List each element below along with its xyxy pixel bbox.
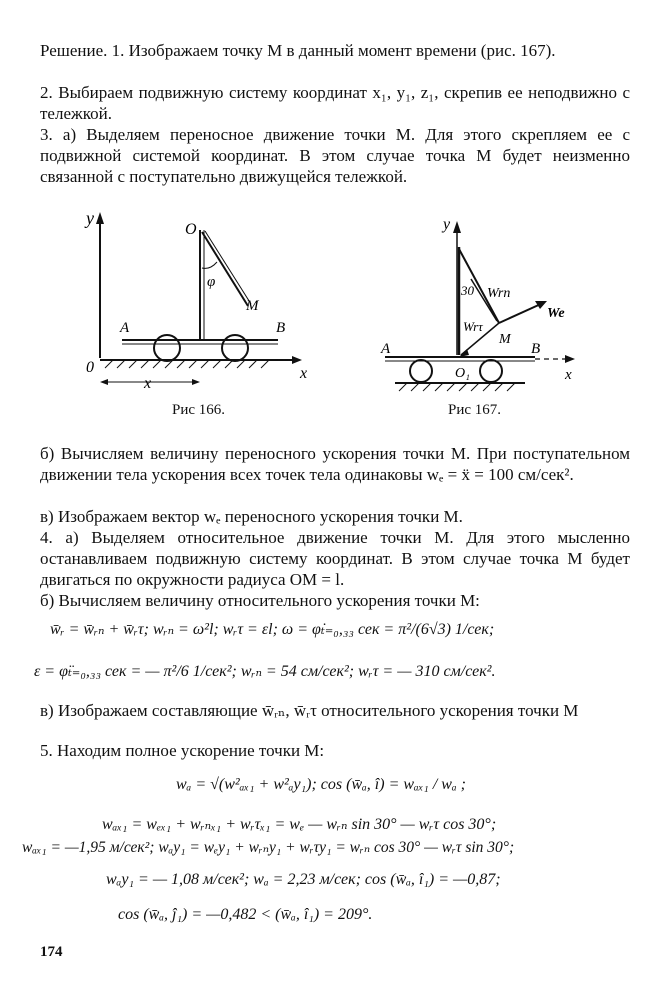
solution-step-3a: 3. а) Выделяем переносное движение точки M. Для этого скрепляем ее с подвижной системой координат. В этом случае точка M будет неизменно связанной с поступательно движущейся тележкой. (40, 125, 630, 186)
fig166-phi-label: φ (207, 274, 216, 290)
equation-1: w̄ᵣ = w̄ᵣₙ + w̄ᵣτ; wᵣₙ = ω²l; wᵣτ = εl; ω = φ̇ₜ₌₀,₃₃ сек = π²/(6√3) 1/сек; (50, 621, 495, 638)
equation-7: cos (w̄ₐ, ĵ₁) = —0,482 < (w̄ₐ, î₁) = 209°. (118, 906, 373, 923)
equation-3: wₐ = √(w²ₐₓ₁ + w²ₐy₁); cos (w̄ₐ, î) = wₐₓ₁ / wₐ ; (176, 776, 466, 793)
fig167-wrn-label: Wrn (487, 286, 511, 301)
fig166-B-label: B (276, 320, 286, 336)
equation-6: wₐy₁ = — 1,08 м/сек²; wₐ = 2,23 м/сек; cos (w̄ₐ, î₁) = —0,87; (106, 871, 501, 888)
equation-2: ε = φ̈ₜ₌₀,₃₃ сек = — π²/6 1/сек²; wᵣₙ = 54 см/сек²; wᵣτ = — 310 см/сек². (34, 663, 496, 680)
page-number: 174 (40, 944, 63, 960)
figure-166 (80, 200, 330, 415)
step-4a: 4. а) Выделяем относительное движение точки M. Для этого мысленно останавливаем подвижную систему координат. В этом случае точка M будет двигаться по окружности радиуса OM = l. (40, 528, 630, 589)
fig166-caption: Рис 166. (172, 402, 226, 418)
fig167-wrt-label: Wrτ (463, 319, 483, 334)
fig167-O1-label: O₁ (455, 366, 470, 381)
fig167-x-label: x (565, 367, 572, 383)
equation-5: wₐₓ₁ = —1,95 м/сек²; wₐy₁ = wₑy₁ + wᵣₙy₁ + wᵣτy₁ = wᵣₙ cos 30° — wᵣτ sin 30°; (22, 839, 515, 856)
step-5: 5. Находим полное ускорение точки M: (40, 741, 325, 760)
fig166-origin-label: 0 (86, 359, 94, 376)
fig167-B-label: B (531, 341, 541, 357)
fig166-O-label: O (185, 221, 197, 238)
step-3b: б) Вычисляем величину переносного ускорения точки M. При поступательном движении тела ускорения всех точек тела одинаковы wₑ = ẍ = 100 см/сек². (40, 444, 630, 484)
fig166-y-label: y (86, 208, 94, 228)
step-4c: в) Изображаем составляющие w̄ᵣₙ, w̄ᵣτ относительного ускорения точки M (40, 701, 579, 720)
step-4b: б) Вычисляем величину относительного ускорения точки M: (40, 591, 480, 610)
solution-step-1: Решение. 1. Изображаем точку M в данный момент времени (рис. 167). (40, 41, 556, 60)
fig166-M-label: M (246, 298, 259, 314)
fig166-x-dimension-label: x (144, 375, 152, 392)
equation-4: wₐₓ₁ = wₑₓ₁ + wᵣₙₓ₁ + wᵣτₓ₁ = wₑ — wᵣₙ sin 30° — wᵣτ cos 30°; (102, 816, 497, 833)
fig166-x-label: x (300, 365, 308, 382)
fig167-M-label: M (499, 332, 511, 347)
figure-167 (375, 205, 605, 395)
fig167-A-label: A (381, 341, 391, 357)
fig167-angle-label: 30 (461, 283, 474, 298)
fig167-caption: Рис 167. (448, 402, 502, 418)
step-3c: в) Изображаем вектор wₑ переносного ускорения точки M. (40, 507, 463, 526)
fig167-y-label: y (443, 216, 451, 233)
fig166-A-label: A (120, 320, 130, 336)
fig167-we-label: We (547, 306, 565, 321)
solution-step-2: 2. Выбираем подвижную систему координат x₁, y₁, z₁, скрепив ее неподвижно с тележкой. (40, 83, 630, 123)
